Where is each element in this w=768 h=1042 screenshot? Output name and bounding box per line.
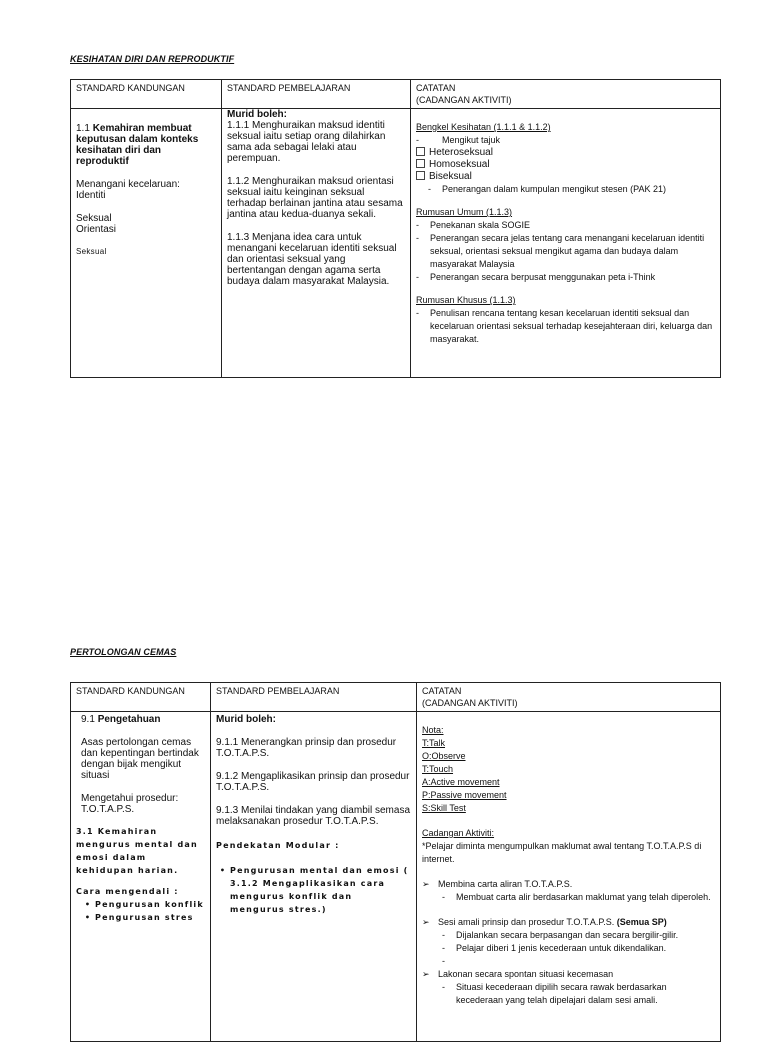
section-title-pertolongan-cemas: PERTOLONGAN CEMAS: [70, 647, 177, 657]
header-standard-pembelajaran: STANDARD PEMBELAJARAN: [211, 683, 417, 712]
sk-line4: Orientasi: [76, 224, 117, 235]
cat-opt3: Biseksual: [429, 171, 472, 182]
sk-title: 1.1 Kemahiran membuat keputusan dalam konteks kesihatan diri dan reproduktif: [76, 123, 199, 167]
header-standard-kandungan: STANDARD KANDUNGAN: [71, 683, 211, 712]
spb-intro: Murid boleh:: [227, 109, 287, 120]
checkbox-icon: [416, 159, 425, 168]
sk2-p2: Mengetahui prosedur: T.O.T.A.P.S.: [81, 793, 179, 815]
cell-spb-1: [222, 109, 411, 378]
cell-sk-2: [71, 712, 211, 1042]
header-catatan: CATATAN (CADANGAN AKTIVITI): [411, 80, 721, 109]
arrow-icon: ➢: [422, 917, 430, 927]
cat-d2: Penerangan dalam kumpulan mengikut stesen (PAK 21): [442, 184, 666, 194]
bullet-icon: •: [84, 900, 92, 909]
cat2-n2: O:Observe: [422, 751, 466, 761]
bullet-icon: •: [219, 866, 227, 875]
sk2-p1: Asas pertolongan cemas dan kepentingan bertindak dengan bijak mengikut situasi: [81, 737, 199, 781]
sk2-title: 9.1 Pengetahuan: [81, 714, 161, 725]
cat-d1: Mengikut tajuk: [442, 135, 501, 145]
section-title-kesihatan: KESIHATAN DIRI DAN REPRODUKTIF: [70, 54, 235, 64]
sk2-h3: Cara mengendali :: [76, 887, 179, 896]
arrow-icon: ➢: [422, 969, 430, 979]
cat-d6: Penulisan rencana tentang kesan kecelaruan identiti seksual dan kecelaruan orientasi seksual terhadap kesejahteraan diri, keluarga dan masyarakat.: [430, 308, 713, 344]
cell-catatan-1: Bengkel Kesihatan (1.1.1 & 1.1.2) - Mengikut tajuk Heteroseksual Homoseksual Biseksual - Penerangan dalam kumpulan mengikut stesen (PAK 21) Rumusan Umum (1.1.3) - Penekanan skala SOGIE - Penerangan secara jelas tentang cara menangani kecelaruan identiti seksual, orientasi seksual mengikut agama dan budaya dalam masyarakat Malaysia - Penerangan secara berpusat menggunakan peta i-Think Rumusan Khusus (1.1.3) - Penulisan rencana tentang kesan kecelaruan identiti seksual dan kecelaruan orientasi seksual terhadap kesejahteraan diri, keluarga dan masyarakat.: [411, 109, 721, 378]
cat-heading-umum: Rumusan Umum (1.1.3): [416, 207, 513, 217]
spb2-p3: 9.1.3 Menilai tindakan yang diambil semasa melaksanakan prosedur T.O.T.A.P.S.: [216, 805, 410, 827]
checkbox-icon: [416, 171, 425, 180]
cat-d3: Penekanan skala SOGIE: [430, 220, 531, 230]
cell-spb-2: [211, 712, 417, 1042]
checkbox-icon: [416, 147, 425, 156]
spb2-intro: Murid boleh:: [216, 714, 276, 725]
cat2-a3d1: Situasi kecederaan dipilih secara rawak berdasarkan kecederaan yang telah dipelajari dalam sesi amali.: [456, 982, 667, 1005]
spb-p1: 1.1.1 Menghuraikan maksud identiti seksual iaitu setiap orang dilahirkan sama ada sebagai lelaki atau perempuan.: [227, 120, 386, 164]
cat2-a1d1: Membuat carta alir berdasarkan maklumat yang telah diperoleh.: [456, 892, 711, 902]
cat-d4: Penerangan secara jelas tentang cara menangani kecelaruan identiti seksual, orientasi seksual mengikut agama dan budaya dalam masyarakat Malaysia: [430, 233, 705, 269]
cat-heading-bengkel: Bengkel Kesihatan (1.1.1 & 1.1.2): [416, 122, 551, 132]
cat-d5: Penerangan secara berpusat menggunakan peta i-Think: [430, 272, 656, 282]
cell-catatan-2: Nota: T:Talk O:Observe T:Touch A:Active movement P:Passive movement S:Skill Test Cadangan Aktiviti: *Pelajar diminta mengumpulkan maklumat awal tentang T.O.T.A.P.S di internet. ➢ Membina carta aliran T.O.T.A.P.S. - Membuat carta alir berdasarkan maklumat yang telah diperoleh. ➢ Sesi amali prinsip dan prosedur T.O.T.A.P.S. (Semua SP) - Dijalankan secara berpasangan dan secara bergilir-gilir. - Pelajar diberi 1 jenis kecederaan untuk dikendalikan. - ➢ Lakonan secara spontan situasi kecemasan - Situasi kecederaan dipilih secara rawak berdasarkan kecederaan yang telah dipelajari dalam sesi amali.: [417, 712, 721, 1042]
spb2-p2: 9.1.2 Mengaplikasikan prinsip dan prosedur T.O.T.A.P.S.: [216, 771, 410, 793]
header-standard-kandungan: STANDARD KANDUNGAN: [71, 80, 222, 109]
spb-p3: 1.1.3 Menjana idea cara untuk menangani kecelaruan identiti seksual dan orientasi seksual yang bertentangan dengan agama serta budaya dalam masyarakat Malaysia.: [227, 232, 397, 287]
cat2-nota: Nota:: [422, 725, 444, 735]
cat2-a2d2: Pelajar diberi 1 jenis kecederaan untuk dikendalikan.: [456, 943, 667, 953]
cell-sk-1: [71, 109, 222, 378]
cat-opt2: Homoseksual: [429, 159, 490, 170]
cat-opt1: Heteroseksual: [429, 147, 493, 158]
sk-line5: Seksual: [76, 247, 107, 256]
cat2-n6: S:Skill Test: [422, 803, 466, 813]
cat2-cadangan: Cadangan Aktiviti:: [422, 828, 495, 838]
spb-p2: 1.1.2 Menghuraikan maksud orientasi seksual iaitu keinginan seksual terhadap berlainan jantina atau sesama jantina atau kedua-duanya sekali.: [227, 176, 403, 220]
header-standard-pembelajaran: STANDARD PEMBELAJARAN: [222, 80, 411, 109]
cat2-a2d1: Dijalankan secara berpasangan dan secara bergilir-gilir.: [456, 930, 679, 940]
spb2-b1: Pengurusan mental dan emosi ( 3.1.2 Mengaplikasikan cara mengurus konflik dan mengurus stres.): [230, 866, 409, 914]
sk2-b2: Pengurusan stres: [95, 913, 194, 922]
sk-line3: Seksual: [76, 213, 112, 224]
sk-line2: Identiti: [76, 190, 106, 201]
cat2-a3: Lakonan secara spontan situasi kecemasan: [438, 969, 614, 979]
cat2-n4: A:Active movement: [422, 777, 500, 787]
cat-heading-khusus: Rumusan Khusus (1.1.3): [416, 295, 516, 305]
header-catatan: CATATAN (CADANGAN AKTIVITI): [417, 683, 721, 712]
cat2-a1: Membina carta aliran T.O.T.A.P.S.: [438, 879, 573, 889]
cat2-n1: T:Talk: [422, 738, 446, 748]
spb2-mod: Pendekatan Modular :: [216, 841, 340, 850]
sk2-b1: Pengurusan konflik: [95, 900, 204, 909]
cat2-n3: T:Touch: [422, 764, 454, 774]
cat2-c1: *Pelajar diminta mengumpulkan maklumat awal tentang T.O.T.A.P.S di internet.: [422, 841, 702, 864]
spb2-p1: 9.1.1 Menerangkan prinsip dan prosedur T.O.T.A.P.S.: [216, 737, 397, 759]
table-kesihatan: [70, 79, 721, 378]
cat2-a2: Sesi amali prinsip dan prosedur T.O.T.A.P.S. (Semua SP): [438, 917, 667, 927]
sk2-h2: 3.1 Kemahiran mengurus mental dan emosi dalam kehidupan harian.: [76, 827, 198, 875]
bullet-icon: •: [84, 913, 92, 922]
sk-line1: Menangani kecelaruan:: [76, 179, 180, 190]
table-pertolongan-cemas: [70, 682, 721, 1042]
arrow-icon: ➢: [422, 879, 430, 889]
cat2-n5: P:Passive movement: [422, 790, 507, 800]
